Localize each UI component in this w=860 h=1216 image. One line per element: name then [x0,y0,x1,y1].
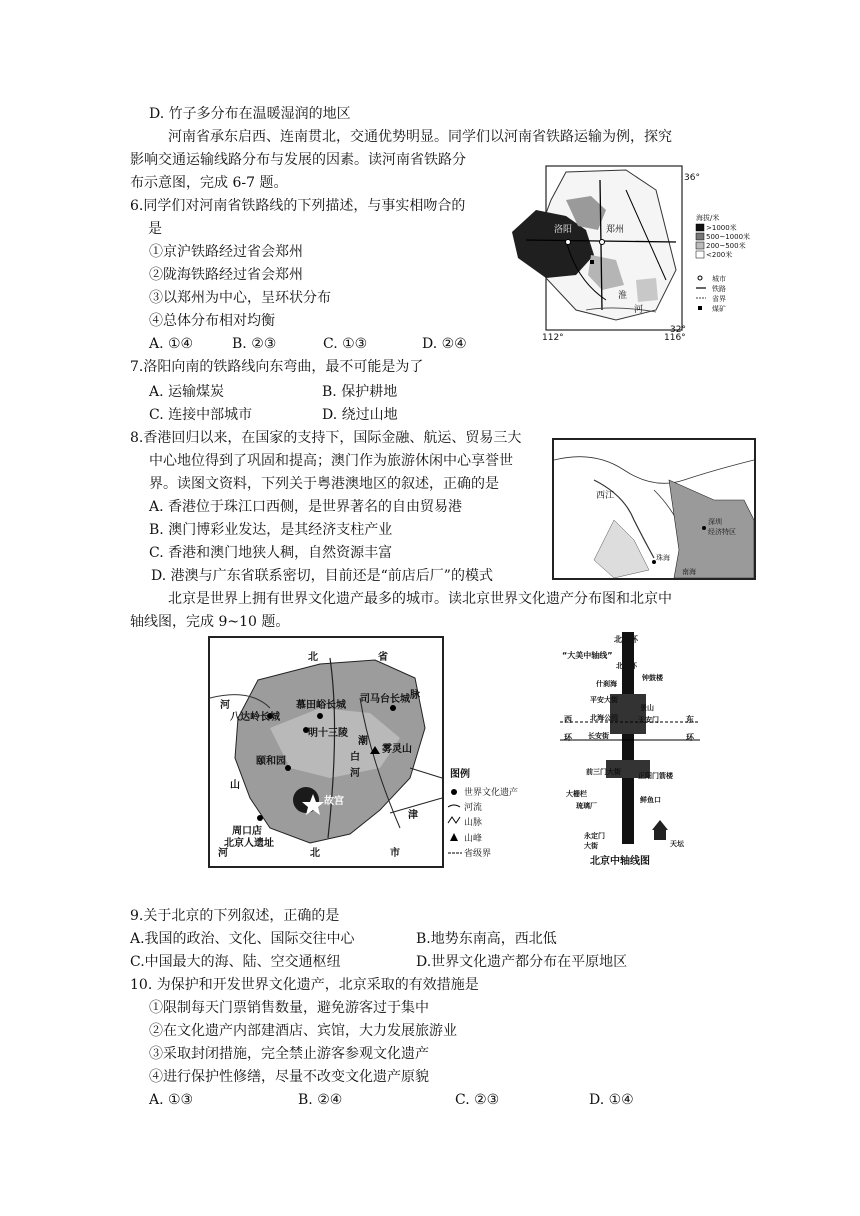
question-8-stem-1: 8.香港回归以来，在国家的支持下，国际金融、航运、贸易三大 [130,430,522,446]
legend-railway: 铁路 [712,285,726,293]
axis-beierhuan: 北二环 [616,662,637,670]
beijing-legend [446,765,546,865]
axis-map-svg [560,630,700,868]
question-8-stem-3: 界。读图文资料，下列关于粤港澳地区的叙述，正确的是 [149,476,499,492]
bj-label-tianjin: 津 [408,810,418,821]
question-7-option-a: A. 运输煤炭 [149,384,225,400]
bj-label-north: 北 [308,652,318,663]
question-9-option-c: C.中国最大的海、陆、空交通枢纽 [130,954,341,970]
legend-coal: 煤矿 [712,305,726,313]
bj-label-peking-man: 北京人遗址 [224,838,274,849]
question-10-item-1: ①限制每天门票销售数量，避免游客过于集中 [149,1000,429,1016]
question-7-stem: 7.洛阳向南的铁路线向东弯曲，最不可能是为了 [130,359,424,375]
question-9-option-d: D.世界文化遗产都分布在平原地区 [416,954,628,970]
bj-label-bai: 白 [350,752,360,763]
label-south-sea: 南海 [682,568,696,576]
axis-dashilan: 大栅栏 [566,790,587,798]
option-bamboo-d: D. 竹子多分布在温暖湿润的地区 [149,106,351,122]
axis-huan-w: 环 [564,733,572,742]
label-luoyang: 洛阳 [554,225,573,235]
bj-label-mountain: 脉 [410,690,420,701]
question-6-option-d: D. ②④ [422,336,467,352]
legend-heritage: 世界文化遗产 [464,788,519,798]
axis-jingshan: 景山 [640,704,654,712]
bj-label-he-s: 河 [218,848,228,859]
axis-zhengyangmen: 正阳门箭楼 [638,772,673,780]
question-10-item-2: ②在文化遗产内部建酒店、宾馆，大力发展旅游业 [149,1023,457,1039]
henan-railway-map [506,160,751,343]
legend-e3: 200~500米 [706,242,746,250]
intro-henan-1: 河南省承东启西、连南贯北，交通优势明显。同学们以河南省铁路运输为例，探究 [168,129,672,145]
bj-label-wuling: 雾灵山 [382,744,412,755]
label-xijiang: 西江 [596,491,615,501]
axis-shichahai: 什刹海 [596,680,617,688]
intro-henan-2: 影响交通运输线路分布与发展的因素。读河南省铁路分 [130,152,466,168]
lat-bottom: 32° [670,325,686,335]
question-6-item-3: ③以郑州为中心，呈环状分布 [149,290,331,306]
question-10-option-b: B. ②④ [298,1092,343,1108]
axis-tiantan: 天坛 [670,840,684,848]
axis-dajie: 大街 [584,842,598,850]
lat-top: 36° [684,173,700,183]
label-shenzhen: 深圳 [708,518,722,526]
prd-region-map [552,438,756,580]
label-he: 河 [634,305,644,315]
bj-label-bei-s: 北 [310,848,320,859]
bj-label-badaling: 八达岭长城 [230,712,280,723]
bj-label-he-w: 河 [220,700,230,711]
axis-qianmen: 前三门大街 [586,768,621,776]
axis-great-axis: “大美中轴线” [562,651,613,660]
axis-liulichang: 琉璃厂 [576,802,597,810]
axis-xianyukou: 鲜鱼口 [640,796,661,804]
bj-label-zhoukoudian: 周口店 [232,826,262,837]
bj-label-summer-palace: 颐和园 [256,756,286,767]
question-6-option-a: A. ①④ [149,336,194,352]
intro-beijing-2: 轴线图，完成 9~10 题。 [130,614,290,630]
question-10-option-a: A. ①③ [149,1092,194,1108]
question-7-option-b: B. 保护耕地 [322,384,398,400]
bj-label-ming-tombs: 明十三陵 [308,728,348,739]
question-8-option-b: B. 澳门博彩业发达，是其经济支柱产业 [149,522,393,538]
legend-border: 省级界 [464,849,492,859]
city-zhengzhou-marker [600,240,605,245]
bj-label-mutianyu: 慕田峪长城 [296,700,346,711]
question-8-option-d: D. 港澳与广东省联系密切，目前还是“前店后厂”的模式 [151,568,493,584]
question-10-option-d: D. ①④ [589,1092,634,1108]
question-8-option-c: C. 香港和澳门地狭人稠，自然资源丰富 [149,545,393,561]
question-6-item-1: ①京沪铁路经过省会郑州 [149,244,303,260]
beijing-legend-svg [446,765,546,865]
axis-pingan: 平安大街 [590,696,618,704]
question-10-option-c: C. ②③ [455,1092,500,1108]
label-zhengzhou: 郑州 [606,225,625,235]
legend-city: 城市 [712,275,726,283]
lon-right: 116° [664,333,686,343]
axis-yongdingmen: 永定门 [584,832,605,840]
question-6-option-c: C. ①③ [323,336,368,352]
question-9-option-a: A.我国的政治、文化、国际交往中心 [130,931,355,947]
legend-e2: 500~1000米 [706,233,751,241]
lon-left: 112° [542,333,564,343]
axis-zhonggu: 钟鼓楼 [642,674,663,682]
question-6-item-4: ④总体分布相对均衡 [149,313,275,329]
legend-river: 河流 [464,803,483,813]
bj-label-shan: 山 [230,780,240,791]
question-7-option-c: C. 连接中部城市 [149,407,253,423]
question-7-option-d: D. 绕过山地 [322,407,398,423]
legend-e1: >1000米 [706,224,737,232]
axis-tiananmen: 天安门 [638,716,659,724]
label-huai: 淮 [618,291,628,301]
prd-map-svg [554,440,754,578]
bj-label-simatai: 司马台长城 [360,694,410,705]
question-8-option-a: A. 香港位于珠江口西侧，是世界著名的自由贸易港 [149,499,463,515]
legend-mountains: 山脉 [464,818,483,828]
label-shenzhen-2: 经济特区 [708,528,736,536]
beijing-map-svg [210,638,442,866]
question-10-item-4: ④进行保护性修缮，尽量不改变文化遗产原貌 [149,1069,429,1085]
question-6-stem-2: 是 [148,221,162,237]
axis-dong: 东 [686,715,694,724]
henan-map-svg [506,160,751,343]
axis-xi: 西 [564,715,572,724]
question-8-stem-2: 中心地位得到了巩固和提高；澳门作为旅游休闲中心享誉世 [149,453,513,469]
axis-changan: 长安街 [588,732,609,740]
bj-label-forbidden-city: 故宫 [324,796,344,807]
axis-huan-e: 环 [686,733,694,742]
coal-mine-icon [590,260,594,264]
axis-beihai: 北海公园 [590,714,618,722]
legend-title: 图例 [450,769,470,780]
axis-caption: 北京中轴线图 [590,856,650,867]
question-6-item-2: ②陇海铁路经过省会郑州 [149,267,303,283]
question-6-stem-1: 6.同学们对河南省铁路线的下列描述，与事实相吻合的 [130,198,466,214]
bj-label-chaobai: 潮 [358,736,368,747]
bj-label-shi: 市 [390,848,400,859]
beijing-central-axis-map [560,630,700,868]
bj-label-river: 河 [350,768,360,779]
intro-beijing-1: 北京是世界上拥有世界文化遗产最多的城市。读北京世界文化遗产分布图和北京中 [168,591,672,607]
label-zhuhai: 珠海 [656,554,670,562]
question-6-option-b: B. ②③ [232,336,277,352]
legend-e4: <200米 [706,251,733,259]
legend-border: 省界 [712,295,726,303]
intro-henan-3: 布示意图，完成 6-7 题。 [130,175,288,191]
question-10-item-3: ③采取封闭措施，完全禁止游客参观文化遗产 [149,1046,429,1062]
bj-label-province: 省 [378,652,388,663]
legend-peak: 山峰 [464,834,483,844]
axis-beisihuan: 北四环 [614,635,638,644]
question-10-stem: 10. 为保护和开发世界文化遗产，北京采取的有效措施是 [130,977,479,993]
question-9-option-b: B.地势东南高，西北低 [416,931,557,947]
city-luoyang-marker [566,240,571,245]
legend-title: 海拔/米 [696,214,720,222]
beijing-heritage-map [208,636,444,868]
question-9-stem: 9.关于北京的下列叙述，正确的是 [130,908,340,924]
